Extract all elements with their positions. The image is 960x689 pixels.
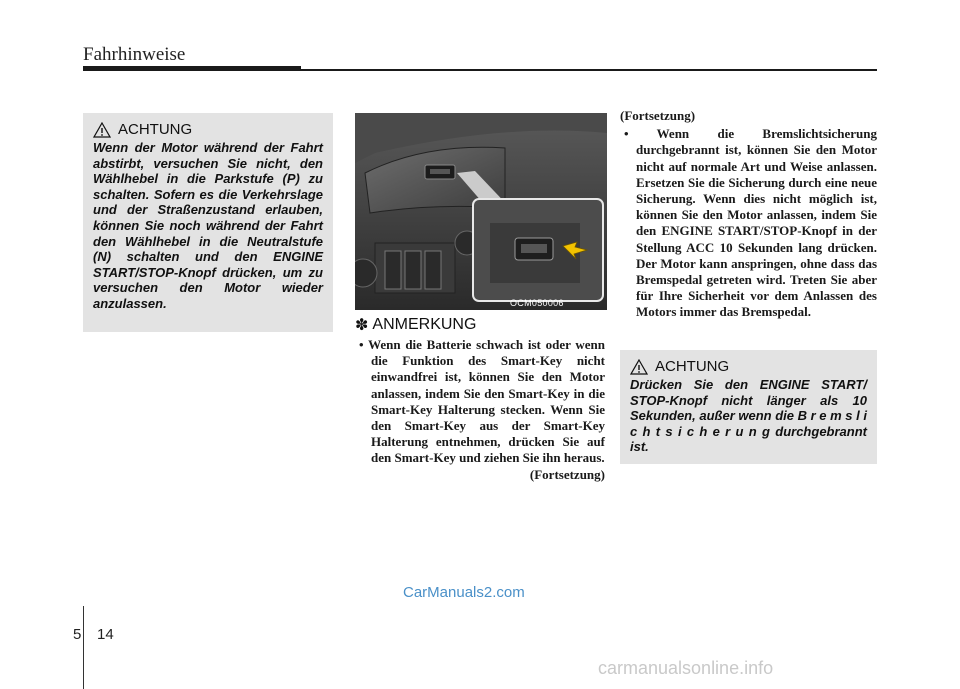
asterisk-icon: ✽ [355,317,369,334]
footer-site-watermark: carmanualsonline.info [598,658,774,678]
note-bullet: • Wenn die Batterie schwach ist oder wenn die Funktion des Smart-Key nicht einwandfrei ist, können Sie den Motor anlassen, indem Sie den Smart-Key in die Smart-Key Halterung stecken. Wenn Sie den Smart-Key aus der Smart-Key Halterung entnehmen, drücken Sie auf den Smart-Key und ziehen Sie ihn heraus. [359,337,605,466]
caution-title: ACHTUNG [118,121,193,138]
page-header-title: Fahrhinweise [83,44,186,65]
figure-code: OCM050006 [510,298,564,308]
note-section [355,315,605,483]
continued-label: (Fortsetzung) [529,466,605,482]
caution-box-start-button [620,350,877,464]
caution-text: Wenn der Motor während der Fahrt abstirbt, versuchen Sie nicht, den Wählhebel in die Parkstufe (P) zu schalten. Sofern es die Verkehrslage und der Straßenzustand erlauben, können Sie noch während der Fahrt den Wählhebel in die Neutralstufe (N) schalten und den ENGINE START/STOP-Knopf drücken, um zu versuchen den Motor wieder anzulassen. [93,140,323,311]
note-title: ANMERKUNG [372,316,477,333]
page-number [73,626,114,643]
brake-fuse-text: Wenn die Bremslichtsicherung durchgebrannt ist, können Sie den Motor nicht auf normale Art und Weise anlassen. Ersetzen Sie die Sicherung durch eine neue Sicherung. Wenn dies nicht möglich ist, können Sie den Motor anlassen, indem Sie den ENGINE START/STOP-Knopf in der Stellung ACC 10 Sekunden lang drücken. Der Motor kann anspringen, ohne dass das Bremspedal getreten wird. Treten Sie aber für Ihre Sicherheit vor dem Anlassen des Motors immer das Bremspedal. [636,126,877,320]
continued-label: (Fortsetzung) [620,108,696,123]
right-column [620,108,877,321]
brake-fuse-bullet: • Wenn die Bremslichtsicherung durchgebrannt ist, können Sie den Motor nicht auf normale Art und Weise anlassen. Ersetzen Sie die Sicherung durch eine neue Sicherung. Wenn dies nicht möglich ist, können Sie den Motor anlassen, indem Sie den ENGINE START/STOP-Knopf in der Stellung ACC 10 Sekunden lang drücken. Der Motor kann anspringen, ohne dass das Bremspedal getreten wird. Treten Sie aber für Ihre Sicherheit vor dem Anlassen des Motors immer das Bremspedal. [624,126,877,320]
caution-text: Drücken Sie den ENGINE START/ STOP-Knopf nicht länger als 10 Sekunden, außer wenn die B r e m s l i c h t s i c h e r u n g durchgebrannt ist. [630,377,867,455]
warning-triangle-icon [93,122,111,138]
smart-key-holder-illustration [355,113,607,310]
watermark-link[interactable]: CarManuals2.com [403,584,525,601]
chapter-number: 5 [73,626,82,643]
footer-divider [83,606,84,689]
warning-triangle-icon [630,359,648,375]
note-heading [355,315,605,335]
header-rule-thick [83,66,301,71]
caution-box-engine-stall [83,113,333,332]
note-bullet-text: Wenn die Batterie schwach ist oder wenn die Funktion des Smart-Key nicht einwandfrei ist, können Sie den Motor anlassen, indem Sie den Smart-Key in die Smart-Key Halterung stecken. Wenn Sie den Smart-Key aus der Smart-Key Halterung entnehmen, drücken Sie auf den Smart-Key und ziehen Sie ihn heraus. [368,337,605,466]
header-rule-thin [301,69,877,71]
caution-title: ACHTUNG [655,358,730,375]
page-number-value: 14 [97,626,114,643]
